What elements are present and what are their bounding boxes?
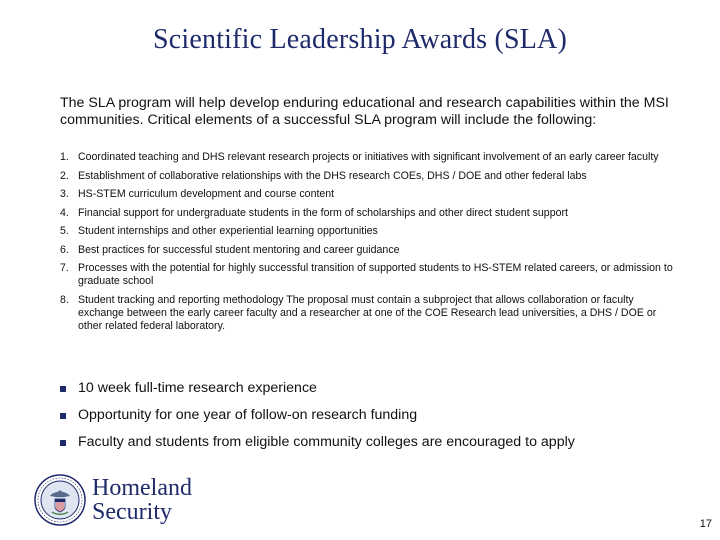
- list-item-number: 4.: [60, 206, 69, 219]
- page-number: 17: [699, 518, 712, 530]
- list-item-text: Financial support for undergraduate students in the form of scholarships and other direct student support: [78, 206, 568, 219]
- logo-line-security: Security: [92, 499, 172, 525]
- list-item: [60, 294, 680, 333]
- numbered-list: [60, 151, 680, 338]
- bullet-item: [60, 380, 690, 397]
- dhs-seal-icon: [34, 474, 86, 526]
- square-bullet-icon: [60, 386, 66, 392]
- list-item-text: Best practices for successful student mentoring and career guidance: [78, 243, 400, 256]
- list-item-number: 6.: [60, 243, 69, 256]
- list-item-number: 5.: [60, 225, 69, 237]
- list-item-number: 1.: [60, 151, 69, 163]
- list-item-text: HS-STEM curriculum development and course content: [78, 188, 335, 200]
- list-item: [60, 170, 680, 183]
- square-bullet-icon: [60, 413, 66, 419]
- list-item-text: Student tracking and reporting methodology The proposal must contain a subproject that allows collaboration or faculty exchange between the early career faculty and a researcher at one of the COE Research lead universities, a DHS / DOE or other related federal laboratory.: [78, 293, 657, 332]
- list-item-text: Establishment of collaborative relationships with the DHS research COEs, DHS / DOE and other federal labs: [78, 169, 587, 182]
- intro-paragraph: The SLA program will help develop enduring educational and research capabilities within the MSI communities. Critical elements of a successful SLA program will include the following:: [60, 95, 669, 128]
- bullet-text: 10 week full-time research experience: [78, 380, 317, 396]
- list-item: [60, 188, 680, 201]
- square-bullet-icon: [60, 440, 66, 446]
- list-item: [60, 262, 680, 288]
- list-item-number: 8.: [60, 293, 69, 306]
- list-item-text: Processes with the potential for highly successful transition of supported students to HS-STEM related careers, or admission to graduate school: [78, 262, 673, 287]
- homeland-security-logo: [34, 474, 192, 526]
- slide-title: Scientific Leadership Awards (SLA): [152, 24, 567, 55]
- list-item-text: Coordinated teaching and DHS relevant research projects or initiatives with significant involvement of an early career faculty: [78, 151, 659, 163]
- logo-line-homeland: Homeland: [92, 475, 192, 501]
- bullet-text: Opportunity for one year of follow-on research funding: [78, 407, 418, 423]
- bullet-list: [60, 380, 690, 461]
- list-item: [60, 244, 680, 257]
- list-item-text: Student internships and other experiential learning opportunities: [78, 225, 378, 237]
- list-item: [60, 207, 680, 220]
- bullet-item: [60, 407, 690, 424]
- list-item-number: 3.: [60, 188, 69, 200]
- logo-wordmark: [92, 476, 192, 524]
- list-item-number: 7.: [60, 262, 69, 274]
- list-item: [60, 151, 680, 164]
- bullet-text: Faculty and students from eligible community colleges are encouraged to apply: [78, 434, 575, 450]
- bullet-item: [60, 434, 690, 451]
- list-item: [60, 225, 680, 238]
- list-item-number: 2.: [60, 169, 69, 182]
